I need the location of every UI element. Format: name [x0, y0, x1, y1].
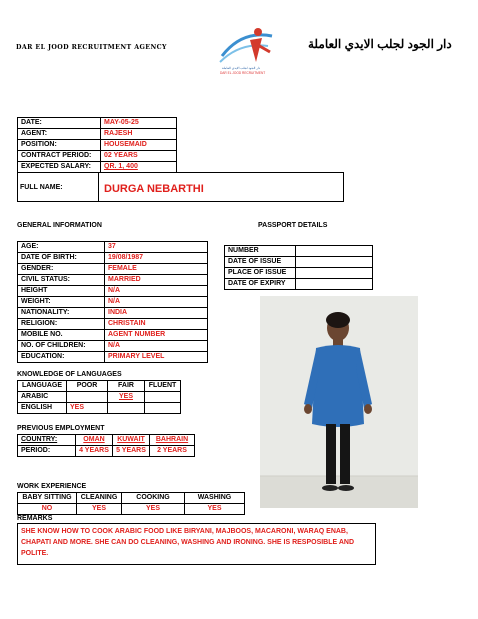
weight-value: N/A	[105, 297, 208, 308]
civil-status-value: MARRIED	[105, 275, 208, 286]
country-3: BAHRAIN	[150, 435, 195, 446]
contract-period-label: CONTRACT PERIOD:	[18, 151, 101, 162]
fair-header: FAIR	[108, 381, 145, 392]
table-row	[18, 297, 208, 308]
table-row	[18, 151, 177, 162]
cooking-header: COOKING	[122, 493, 185, 504]
passport-number-label: NUMBER	[225, 246, 296, 257]
passport-details-title: PASSPORT DETAILS	[258, 222, 328, 229]
remarks-text: SHE KNOW HOW TO COOK ARABIC FOOD LIKE BIRYANI, MAJBOOS, MACARONI, WARAQ ENAB, CHAPATI AND MORE. SHE CAN DO CLEANING, WASHING AND IRONING. SHE IS RESPOSIBLE AND POLITE.	[17, 523, 376, 565]
language-header: LANGUAGE	[18, 381, 67, 392]
arabic-fair: YES	[108, 392, 145, 403]
weight-label: WEIGHT:	[18, 297, 105, 308]
place-of-issue-label: PLACE OF ISSUE	[225, 268, 296, 279]
agency-name-arabic: دار الجود لجلب الايدي العاملة	[308, 37, 452, 51]
mobile-number-label: MOBILE NO.	[18, 330, 105, 341]
cooking-value: YES	[122, 504, 185, 515]
civil-status-label: CIVIL STATUS:	[18, 275, 105, 286]
table-row	[18, 504, 245, 515]
languages-table	[17, 380, 181, 414]
general-information-table	[17, 241, 208, 363]
country-label: COUNTRY:	[18, 435, 76, 446]
cleaning-value: YES	[77, 504, 122, 515]
date-of-expiry-value	[296, 279, 373, 290]
age-value: 37	[105, 242, 208, 253]
date-of-birth-value: 19/08/1987	[105, 253, 208, 264]
religion-label: RELIGION:	[18, 319, 105, 330]
work-experience-title: WORK EXPERIENCE	[17, 483, 87, 490]
passport-number-value	[296, 246, 373, 257]
table-row	[18, 319, 208, 330]
table-row	[18, 446, 195, 457]
baby-sitting-header: BABY SITTING	[18, 493, 77, 504]
table-row	[18, 435, 195, 446]
full-name-value: DURGA NEBARTHI	[104, 183, 204, 195]
table-row	[225, 268, 373, 279]
full-name-label: FULL NAME:	[20, 184, 63, 191]
table-row	[18, 352, 208, 363]
period-3: 2 YEARS	[150, 446, 195, 457]
number-of-children-label: NO. OF CHILDREN:	[18, 341, 105, 352]
period-1: 4 YEARS	[76, 446, 113, 457]
education-label: EDUCATION:	[18, 352, 105, 363]
table-row	[18, 264, 208, 275]
agent-label: AGENT:	[18, 129, 101, 140]
table-row	[18, 493, 245, 504]
summary-table	[17, 117, 177, 173]
date-label: DATE:	[18, 118, 101, 129]
date-of-issue-label: DATE OF ISSUE	[225, 257, 296, 268]
cleaning-header: CLEANING	[77, 493, 122, 504]
table-row	[18, 392, 181, 403]
table-row	[18, 253, 208, 264]
arabic-fluent	[145, 392, 181, 403]
table-row	[18, 140, 177, 151]
table-row	[18, 308, 208, 319]
table-row	[18, 162, 177, 173]
logo-caption-arabic: دار الجود لجلب الايدي العاملة	[222, 66, 261, 70]
applicant-photo	[260, 296, 418, 508]
nationality-label: NATIONALITY:	[18, 308, 105, 319]
table-row	[18, 129, 177, 140]
age-label: AGE:	[18, 242, 105, 253]
gender-label: GENDER:	[18, 264, 105, 275]
table-row	[18, 403, 181, 414]
position-value: HOUSEMAID	[101, 140, 177, 151]
arabic-poor	[67, 392, 108, 403]
work-experience-table	[17, 492, 245, 515]
country-1: OMAN	[76, 435, 113, 446]
expected-salary-label: EXPECTED SALARY:	[18, 162, 101, 173]
english-poor: YES	[67, 403, 108, 414]
education-value: PRIMARY LEVEL	[105, 352, 208, 363]
date-of-issue-value	[296, 257, 373, 268]
table-row	[18, 341, 208, 352]
washing-header: WASHING	[185, 493, 245, 504]
fluent-header: FLUENT	[145, 381, 181, 392]
languages-title: KNOWLEDGE OF LANGUAGES	[17, 371, 122, 378]
date-value: MAY-05-25	[101, 118, 177, 129]
height-label: HEIGHT	[18, 286, 105, 297]
table-row	[18, 286, 208, 297]
mobile-number-value: AGENT NUMBER	[105, 330, 208, 341]
expected-salary-value: QR. 1, 400	[101, 162, 177, 173]
contract-period-value: 02 YEARS	[101, 151, 177, 162]
arabic-language: ARABIC	[18, 392, 67, 403]
table-row	[18, 242, 208, 253]
poor-header: POOR	[67, 381, 108, 392]
previous-employment-title: PREVIOUS EMPLOYMENT	[17, 425, 105, 432]
table-row	[225, 257, 373, 268]
full-name-box	[17, 172, 344, 202]
table-row	[18, 118, 177, 129]
general-information-title: GENERAL INFORMATION	[17, 222, 102, 229]
country-2: KUWAIT	[113, 435, 150, 446]
full-name-divider	[98, 173, 99, 201]
table-row	[18, 275, 208, 286]
agent-value: RAJESH	[101, 129, 177, 140]
position-label: POSITION:	[18, 140, 101, 151]
english-fluent	[145, 403, 181, 414]
agency-name-english: DAR EL JOOD RECRUITMENT AGENCY	[16, 44, 167, 51]
baby-sitting-value: NO	[18, 504, 77, 515]
table-row	[225, 246, 373, 257]
date-of-birth-label: DATE OF BIRTH:	[18, 253, 105, 264]
logo-caption-english: DAR EL JOOD RECRUITMENT	[220, 71, 266, 75]
date-of-expiry-label: DATE OF EXPIRY	[225, 279, 296, 290]
gender-value: FEMALE	[105, 264, 208, 275]
table-row	[18, 381, 181, 392]
religion-value: CHRISTAIN	[105, 319, 208, 330]
remarks-title: REMARKS	[17, 515, 53, 522]
table-row	[18, 330, 208, 341]
place-of-issue-value	[296, 268, 373, 279]
height-value: N/A	[105, 286, 208, 297]
english-fair	[108, 403, 145, 414]
previous-employment-table	[17, 434, 195, 457]
passport-details-table	[224, 245, 373, 290]
nationality-value: INDIA	[105, 308, 208, 319]
table-row	[225, 279, 373, 290]
period-label: PERIOD:	[18, 446, 76, 457]
english-language: ENGLISH	[18, 403, 67, 414]
washing-value: YES	[185, 504, 245, 515]
number-of-children-value: N/A	[105, 341, 208, 352]
period-2: 5 YEARS	[113, 446, 150, 457]
